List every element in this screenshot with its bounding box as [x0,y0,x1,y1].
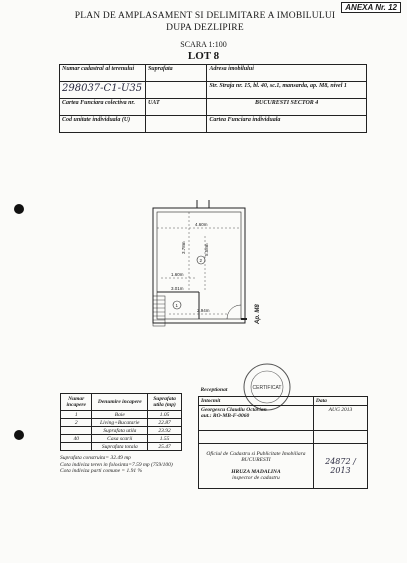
room-name: Casa scarii [92,435,148,443]
cadastral-handwritten: 298037-C1-U35 [62,83,143,94]
room-area: 23.92 [148,427,182,435]
apartment-label: Ap. M8 [255,304,261,324]
office-cell [199,444,314,489]
table-row [61,411,182,419]
rooms-header-number: Numar incapere [61,394,92,411]
reception-label: Receptionat [200,387,228,393]
scale-label: SCARA 1:100 [180,40,227,49]
registration-cell [313,444,367,489]
punch-hole-bottom [14,430,24,440]
note-common-share: Cota indiviza parti comune = 1.91 % [60,468,143,474]
dim-bath: 1.60m [171,272,184,277]
room-number [61,427,92,435]
uat-label: UAT [145,99,206,116]
dim-width: 4.60m [195,222,208,227]
surveyor-auth: aut.: RO-MB-F-0060 [201,413,250,419]
room-area: 1.05 [148,411,182,419]
room-area: 25.47 [148,443,182,451]
room-2-number: 2 [199,258,203,263]
dim-height-left: 3.78m [181,241,186,254]
office-text: Oficiul de Cadastru si Publicitate Imobiliara BUCURESTI [206,451,306,463]
room-number [61,443,92,451]
cod-unitate-value [145,116,206,133]
notes-block [60,455,173,475]
annex-label: ANEXA Nr. 12 [341,2,401,13]
room-name: Baie [92,411,148,419]
cod-unitate-label: Cod unitate individuala (U) [60,116,146,133]
uat-value: BUCURESTI SECTOR 4 [207,99,367,116]
table-row [61,419,182,427]
punch-hole-top [14,204,24,214]
rooms-header-area: Suprafata utila (mp) [148,394,182,411]
staircase [153,296,165,326]
dim-bottom: 2.94m [197,308,210,313]
inventory-header: Intocmit [199,397,314,406]
rooms-header-name: Denumire incapere [92,394,148,411]
room-area: 22.87 [148,419,182,427]
title-line-2: DUPA DEZLIPIRE [166,23,244,33]
stamp-text: CERTIFICAT [252,385,282,391]
header-col-cadastral: Numar cadastral al terenului [60,65,146,82]
room-number: 2 [61,419,92,427]
area-cell [145,82,206,99]
title-line-1: PLAN DE AMPLASAMENT SI DELIMITARE A IMOBILULUI [74,11,336,21]
surveyor-name: Georgescu Claudiu Octavian [201,407,267,413]
registration-number: 24872 / 2013 [325,457,356,475]
header-col-address: Adresa imobilului [207,65,367,82]
room-number: 40 [61,435,92,443]
surveyor-cell [199,406,314,431]
date-value: AUG 2013 [313,406,367,431]
date-header: Data [313,397,367,406]
lot-label: LOT 8 [187,50,220,62]
inspector-name: HRUZA MADALINA [231,469,281,475]
table-row [61,427,182,435]
room-1-number: 1 [175,303,179,308]
room-name: Suprafata totala [92,443,148,451]
room-name: Living+Bucatarie [92,419,148,427]
dim-height-right: 5.58m [204,243,209,256]
document-title [40,10,370,34]
cf-individuala-label: Cartea Funciara individuala [207,116,367,133]
table-row [61,443,182,451]
header-col-area: Suprafata [145,65,206,82]
room-name: Suprafata utila [92,427,148,435]
reception-table [198,386,368,489]
floor-plan [135,196,275,356]
dim-bath-2: 3.01m [171,286,184,291]
inspector-role: inspector de cadastru [232,475,280,481]
room-number: 1 [61,411,92,419]
header-table [59,64,367,133]
cadastral-number [60,82,146,99]
cf-colectiva-label: Cartea Funciara colectiva nr. [60,99,146,116]
note-land-share: Cota indiviza teren in folosinta=7.59 mp (759/100) [60,461,173,468]
note-built-area: Suprafata construita= 32.49 mp [60,455,131,461]
door-swing [227,305,241,319]
address-value: Str. Straja nr. 15, bl. 40, sc.1, mansarda, ap. M8, nivel 1 [207,82,367,99]
rooms-table [60,393,182,451]
room-area: 1.55 [148,435,182,443]
table-row [61,435,182,443]
